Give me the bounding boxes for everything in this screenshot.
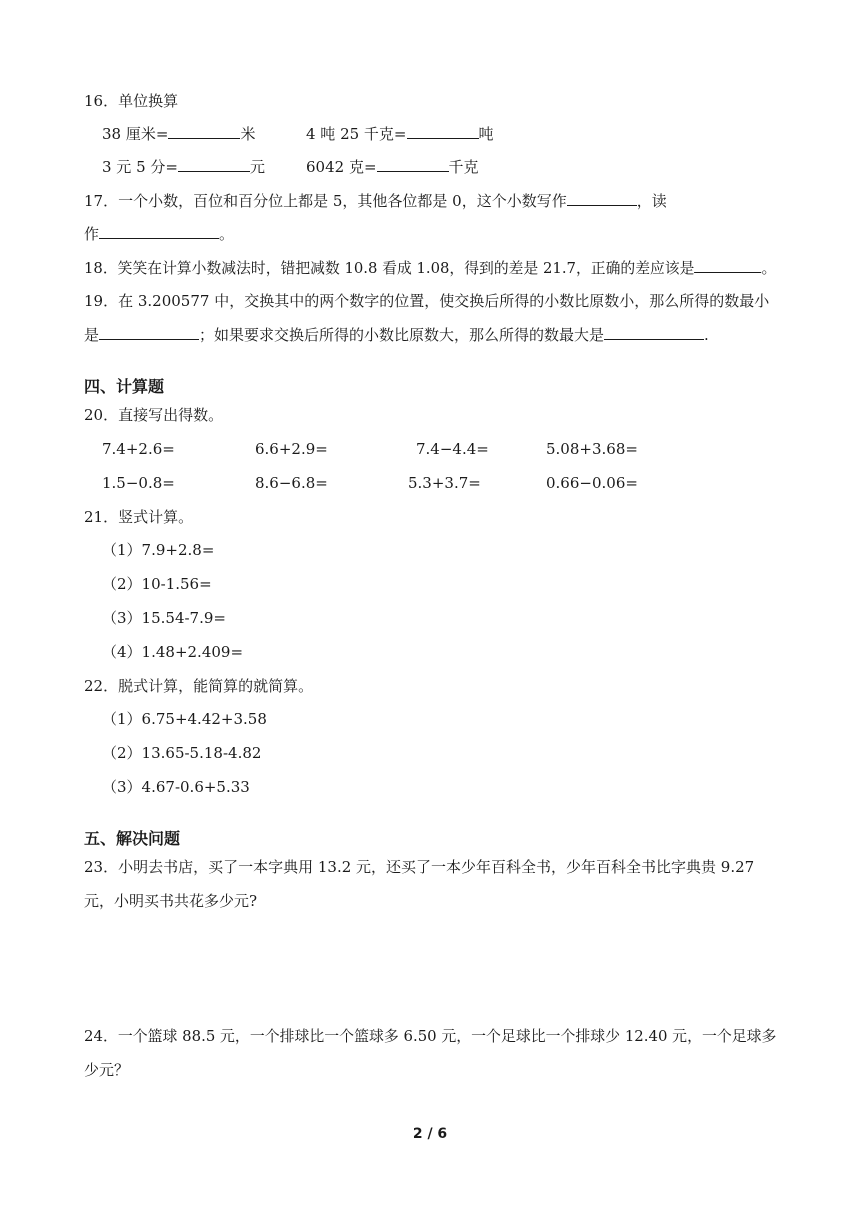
q16-item-2-post: 吨 bbox=[478, 125, 494, 143]
q18-line bbox=[84, 258, 776, 278]
q16-item-4-pre: 6042 克= bbox=[306, 158, 377, 176]
q20-item: 8.6−6.8= bbox=[255, 474, 328, 492]
answer-blank[interactable] bbox=[99, 325, 199, 340]
q16-title: 16．单位换算 bbox=[84, 92, 179, 110]
q17-text-post: ，读 bbox=[636, 192, 667, 210]
answer-blank[interactable] bbox=[99, 224, 219, 239]
answer-blank[interactable] bbox=[567, 191, 637, 206]
answer-blank[interactable] bbox=[168, 124, 240, 139]
q20-item: 5.3+3.7= bbox=[408, 474, 481, 492]
section-heading-problems: 五、解决问题 bbox=[84, 829, 181, 848]
q23-line2: 元，小明买书共花多少元? bbox=[84, 892, 258, 910]
answer-blank[interactable] bbox=[178, 157, 250, 172]
q16-item-2-pre: 4 吨 25 千克= bbox=[306, 125, 407, 143]
q24-line1: 24．一个篮球 88.5 元，一个排球比一个篮球多 6.50 元，一个足球比一个排球少 12.40 元，一个足球多 bbox=[84, 1027, 777, 1045]
q20-title: 20．直接写出得数。 bbox=[84, 406, 224, 424]
q19-mid: ；如果要求交换后所得的小数比原数大，那么所得的数最大是 bbox=[199, 326, 605, 344]
q22-title: 22．脱式计算，能简算的就简算。 bbox=[84, 677, 314, 695]
q22-item: （3）4.67-0.6+5.33 bbox=[102, 778, 250, 796]
q23-line1: 23．小明去书店，买了一本字典用 13.2 元，还买了一本少年百科全书，少年百科全书比字典贵 9.27 bbox=[84, 858, 755, 876]
answer-blank[interactable] bbox=[604, 325, 704, 340]
q24-line2: 少元？ bbox=[84, 1061, 130, 1079]
q17-end: 。 bbox=[219, 225, 235, 243]
q22-item: （1）6.75+4.42+3.58 bbox=[102, 710, 267, 728]
q16-item-4 bbox=[306, 157, 479, 177]
q16-item-3-post: 元 bbox=[249, 158, 265, 176]
q20-item: 1.5−0.8= bbox=[102, 474, 175, 492]
page-number: 2 / 6 bbox=[412, 1126, 448, 1142]
q16-item-4-post: 千克 bbox=[448, 158, 479, 176]
q16-item-2 bbox=[306, 124, 494, 144]
q19-pre: 是 bbox=[84, 326, 100, 344]
q20-item: 7.4−4.4= bbox=[416, 440, 489, 458]
q21-item: （3）15.54-7.9= bbox=[102, 609, 226, 627]
q17-line2 bbox=[84, 224, 234, 244]
q19-line2 bbox=[84, 325, 709, 345]
q20-item: 7.4+2.6= bbox=[102, 440, 175, 458]
answer-blank[interactable] bbox=[407, 124, 479, 139]
q17-line1 bbox=[84, 191, 667, 211]
q16-item-3-pre: 3 元 5 分= bbox=[102, 158, 178, 176]
q22-item: （2）13.65-5.18-4.82 bbox=[102, 744, 262, 762]
q21-item: （2）10-1.56= bbox=[102, 575, 212, 593]
q16-item-1-post: 米 bbox=[240, 125, 256, 143]
answer-blank[interactable] bbox=[694, 258, 761, 273]
q16-item-3 bbox=[102, 157, 265, 177]
q21-item: （1）7.9+2.8= bbox=[102, 541, 215, 559]
section-heading-calc: 四、计算题 bbox=[84, 377, 165, 396]
q20-item: 6.6+2.9= bbox=[255, 440, 328, 458]
q17-read-label: 作 bbox=[84, 225, 100, 243]
q19-line1: 19．在 3.200577 中，交换其中的两个数字的位置，使交换后所得的小数比原数小，那么所得的数最小 bbox=[84, 292, 770, 310]
q16-item-1 bbox=[102, 124, 255, 144]
q20-item: 0.66−0.06= bbox=[546, 474, 638, 492]
q19-end: . bbox=[704, 326, 709, 344]
q20-item: 5.08+3.68= bbox=[546, 440, 638, 458]
q18-end: 。 bbox=[761, 259, 777, 277]
q21-item: （4）1.48+2.409= bbox=[102, 643, 244, 661]
answer-blank[interactable] bbox=[377, 157, 449, 172]
q18-text: 18．笑笑在计算小数减法时，错把减数 10.8 看成 1.08，得到的差是 21.7，正确的差应该是 bbox=[84, 259, 695, 277]
q17-text: 17．一个小数，百位和百分位上都是 5，其他各位都是 0，这个小数写作 bbox=[84, 192, 567, 210]
q16-item-1-pre: 38 厘米= bbox=[102, 125, 169, 143]
q21-title: 21．竖式计算。 bbox=[84, 508, 194, 526]
